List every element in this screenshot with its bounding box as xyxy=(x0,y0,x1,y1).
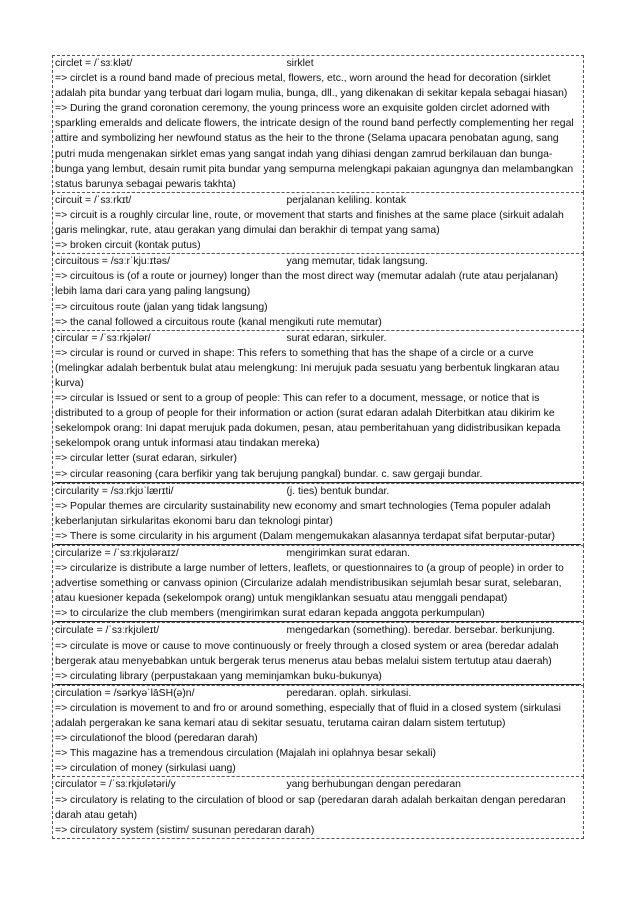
entry-line: => circuitous route (jalan yang tidak langsung) xyxy=(55,301,268,313)
dictionary-page xyxy=(52,56,584,839)
entry-head xyxy=(55,686,581,701)
entry-line: => broken circuit (kontak putus) xyxy=(55,240,201,252)
entry-head xyxy=(55,56,581,71)
entry-line: => circular is Issued or sent to a group of people: This can refer to a document, message, or notice that is distributed to a group of people for their information or action (surat edaran adalah Diterbitkan atau dikirim ke sekelompok orang: Ini dapat merujuk pada dokumen, pesan, atau pemberitahuan yang didistribusikan kepada sekelompok orang untuk informasi atau tindakan mereka) xyxy=(55,393,561,450)
entry-line: => There is some circularity in his argument (Dalam mengemukakan alasannya terdapat sifat berputar-putar) xyxy=(55,529,581,545)
entry-line: => This magazine has a tremendous circulation (Majalah ini oplahnya besar sekali) xyxy=(55,748,437,760)
entry-line: => During the grand coronation ceremony, the young princess wore an exquisite golden circlet adorned with sparkling emeralds and delicate flowers, the intricate design of the round band perfectly complementing her regal attire and symbolizing her newfound status as the heir to the throne (Selama upacara penobatan agung, sang putri muda mengenakan sirklet emas yang sangat indah yang dihiasi dengan zamrud berkilauan dan bunga-bunga yang lembut, desain rumit pita bundar yang sempurna melengkapi pakaian agungnya dan melambangkan status barunya sebagai pewaris takhta) xyxy=(55,103,574,190)
entry-line: => circulation of money (sirkulasi uang) xyxy=(55,763,236,775)
entry-circulatory xyxy=(52,776,584,838)
term-pronunciation: circuit = /ˈsɜːrkɪt/ xyxy=(55,194,132,206)
term-pronunciation: circuitous = /sɜːrˈkjuːɪtəs/ xyxy=(55,256,170,268)
entry-head xyxy=(55,331,581,346)
term-meaning: yang berhubungan dengan peredaran xyxy=(286,779,461,791)
term-meaning: sirklet xyxy=(286,58,314,69)
term-pronunciation: circulate = /ˈsɜːrkjʊleɪt/ xyxy=(55,625,160,637)
entry-line: => to circularize the club members (mengirimkan surat edaran kepada anggota perkumpulan) xyxy=(55,606,581,622)
term-pronunciation: circlet = /ˈsɜːklət/ xyxy=(55,58,133,69)
entry-line: => circulatory is relating to the circulation of blood or sap (peredaran darah adalah berkaitan dengan peredaran darah atau getah) xyxy=(55,794,566,821)
term-pronunciation: circulator = /ˈsɜːrkjʊlətəri/y xyxy=(55,779,176,791)
entry-line: => the canal followed a circuitous route (kanal mengikuti rute memutar) xyxy=(55,316,382,328)
entry-line: => circular letter (surat edaran, sirkuler) xyxy=(55,453,237,465)
entry-line: => circulating library (perpustakaan yang meminjamkan buku-bukunya) xyxy=(55,669,581,685)
entry-line: => circuit is a roughly circular line, route, or movement that starts and finishes at the same place (sirkuit adalah garis melingkar, rute, atau gerakan yang dimulai dan berakhir di tempat yang sama) xyxy=(55,209,564,237)
entry-circular xyxy=(52,330,584,484)
entry-line: => Popular themes are circularity sustainability new economy and smart technologies (Tema populer adalah keberlanjutan sirkularitas ekonomi baru dan teknologi pintar) xyxy=(55,500,551,527)
entry-head xyxy=(55,254,581,269)
term-pronunciation: circularity = /sɜːrkjʊˈlærɪti/ xyxy=(55,485,174,497)
entry-line: => circulate is move or cause to move continuously or freely through a closed system or area (beredar adalah bergerak atau menyebabkan untuk bergerak terus menerus atau bebas melalui sistem tertutup atau daerah) xyxy=(55,640,559,667)
term-meaning: mengirimkan surat edaran. xyxy=(286,548,411,559)
entry-line: => circular reasoning (cara berfikir yang tak berujung pangkal) bundar. c. saw gergaji bundar. xyxy=(55,467,581,483)
term-pronunciation: circular = /ˈsɜːrkjələr/ xyxy=(55,332,151,344)
entry-circularize xyxy=(52,545,584,623)
term-pronunciation: circularize = /ˈsɜːrkjʊləraɪz/ xyxy=(55,548,179,559)
entry-line: => circlet is a round band made of precious metal, flowers, etc., worn around the head for decoration (sirklet adalah pita bundar yang terbuat dari logam mulia, bunga, dll., yang dikenakan di sekitar kepala sebagai hiasan) xyxy=(55,73,568,100)
entry-head xyxy=(55,193,581,208)
entry-line: => circulatory system (sistim/ susunan peredaran darah) xyxy=(55,824,315,836)
entry-circuitous xyxy=(52,253,584,330)
entry-head xyxy=(55,777,581,792)
entry-line: => circuitous is (of a route or journey) longer than the most direct way (memutar adalah (rute atau perjalanan) lebih lama dari cara yang paling langsung) xyxy=(55,271,559,298)
entry-circulation xyxy=(52,685,584,778)
term-meaning: yang memutar, tidak langsung. xyxy=(286,256,428,268)
term-meaning: surat edaran, sirkuler. xyxy=(286,332,387,344)
entry-head xyxy=(55,546,581,561)
entry-head xyxy=(55,623,581,638)
term-meaning: perjalanan keliling. kontak xyxy=(286,194,407,206)
entry-line: => circular is round or curved in shape: This refers to something that has the shape of a circle or a curve (melingkar adalah berbentuk bulat atau melengkung: Ini merujuk pada sesuatu yang berbentuk lingkaran atau kurva) xyxy=(55,347,560,389)
entry-line: => circulationof the blood (peredaran darah) xyxy=(55,733,258,745)
entry-circuit xyxy=(52,192,584,254)
entry-circulate xyxy=(52,622,584,685)
entry-circularity xyxy=(52,483,584,546)
term-meaning: (j. ties) bentuk bundar. xyxy=(286,485,390,497)
term-pronunciation: circulation = /sərkyəˈlāSH(ə)n/ xyxy=(55,687,195,699)
entry-line: => circularize is distribute a large number of letters, leaflets, or questionnaires to (a group of people) in order to advertise something or canvass opinion (Circularize adalah mendistribusikan sejumlah besar surat, selebaran, atau kuesioner kepada (sekelompok orang) untuk mengiklankan sesuatu atau menggali pendapat) xyxy=(55,563,564,605)
term-meaning: mengedarkan (something). beredar. bersebar. berkunjung. xyxy=(286,625,556,637)
entry-circlet xyxy=(52,55,584,193)
entry-head xyxy=(55,484,581,499)
term-meaning: peredaran. oplah. sirkulasi. xyxy=(286,687,412,699)
entry-line: => circulation is movement to and fro or around something, especially that of fluid in a closed system (sirkulasi adalah pergerakan ke sana kemari atau di sekitar sesuatu, terutama cairan dalam sistem tertutup) xyxy=(55,702,561,730)
